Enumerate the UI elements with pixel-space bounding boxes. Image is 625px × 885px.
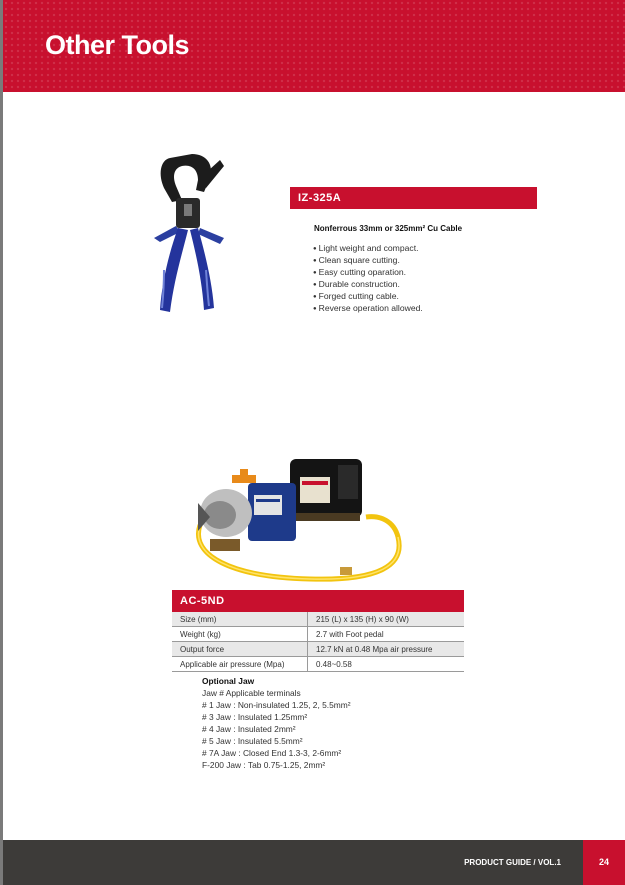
spec-label: Size (mm) <box>172 612 308 627</box>
feature-item: ● Durable construction. <box>313 279 423 291</box>
list-item: F-200 Jaw : Tab 0.75-1.25, 2mm² <box>202 760 326 770</box>
spec-value: 12.7 kN at 0.48 Mpa air pressure <box>308 642 465 657</box>
list-item: # 1 Jaw : Non-insulated 1.25, 2, 5.5mm² <box>202 700 351 710</box>
cable-cutter-image <box>140 150 235 320</box>
list-item: # 3 Jaw : Insulated 1.25mm² <box>202 712 308 722</box>
footer-label: PRODUCT GUIDE / VOL.1 <box>464 858 561 867</box>
feature-item: ● Easy cutting oparation. <box>313 267 423 279</box>
list-item: Jaw # Applicable terminals <box>202 688 301 698</box>
product-ac-5nd-model-band: AC-5ND <box>172 590 464 612</box>
product-iz-325a-feature-list <box>313 243 423 315</box>
feature-item: ● Reverse operation allowed. <box>313 303 423 315</box>
page-footer <box>3 840 583 885</box>
feature-item: ● Forged cutting cable. <box>313 291 423 303</box>
product-iz-325a-subtitle: Nonferrous 33mm or 325mm² Cu Cable <box>314 224 463 233</box>
table-row <box>172 627 464 642</box>
crimping-machine-image <box>190 455 405 585</box>
table-row <box>172 612 464 627</box>
page-number: 24 <box>583 840 625 885</box>
spec-value: 0.48~0.58 <box>308 657 465 672</box>
list-item: # 4 Jaw : Insulated 2mm² <box>202 724 296 734</box>
optional-jaw-list <box>202 687 351 771</box>
optional-jaw-title: Optional Jaw <box>202 676 255 686</box>
left-edge-rule <box>0 0 3 885</box>
spec-value: 2.7 with Foot pedal <box>308 627 465 642</box>
page-header <box>3 0 625 92</box>
spec-value: 215 (L) x 135 (H) x 90 (W) <box>308 612 465 627</box>
feature-item: ● Clean square cutting. <box>313 255 423 267</box>
spec-table <box>172 612 464 672</box>
product-iz-325a-model-band: IZ-325A <box>290 187 537 209</box>
list-item: # 7A Jaw : Closed End 1.3-3, 2-6mm² <box>202 748 342 758</box>
list-item: # 5 Jaw : Insulated 5.5mm² <box>202 736 303 746</box>
page-title: Other Tools <box>45 30 190 60</box>
spec-label: Output force <box>172 642 308 657</box>
spec-label: Applicable air pressure (Mpa) <box>172 657 308 672</box>
spec-label: Weight (kg) <box>172 627 308 642</box>
table-row <box>172 657 464 672</box>
table-row <box>172 642 464 657</box>
feature-item: ● Light weight and compact. <box>313 243 423 255</box>
